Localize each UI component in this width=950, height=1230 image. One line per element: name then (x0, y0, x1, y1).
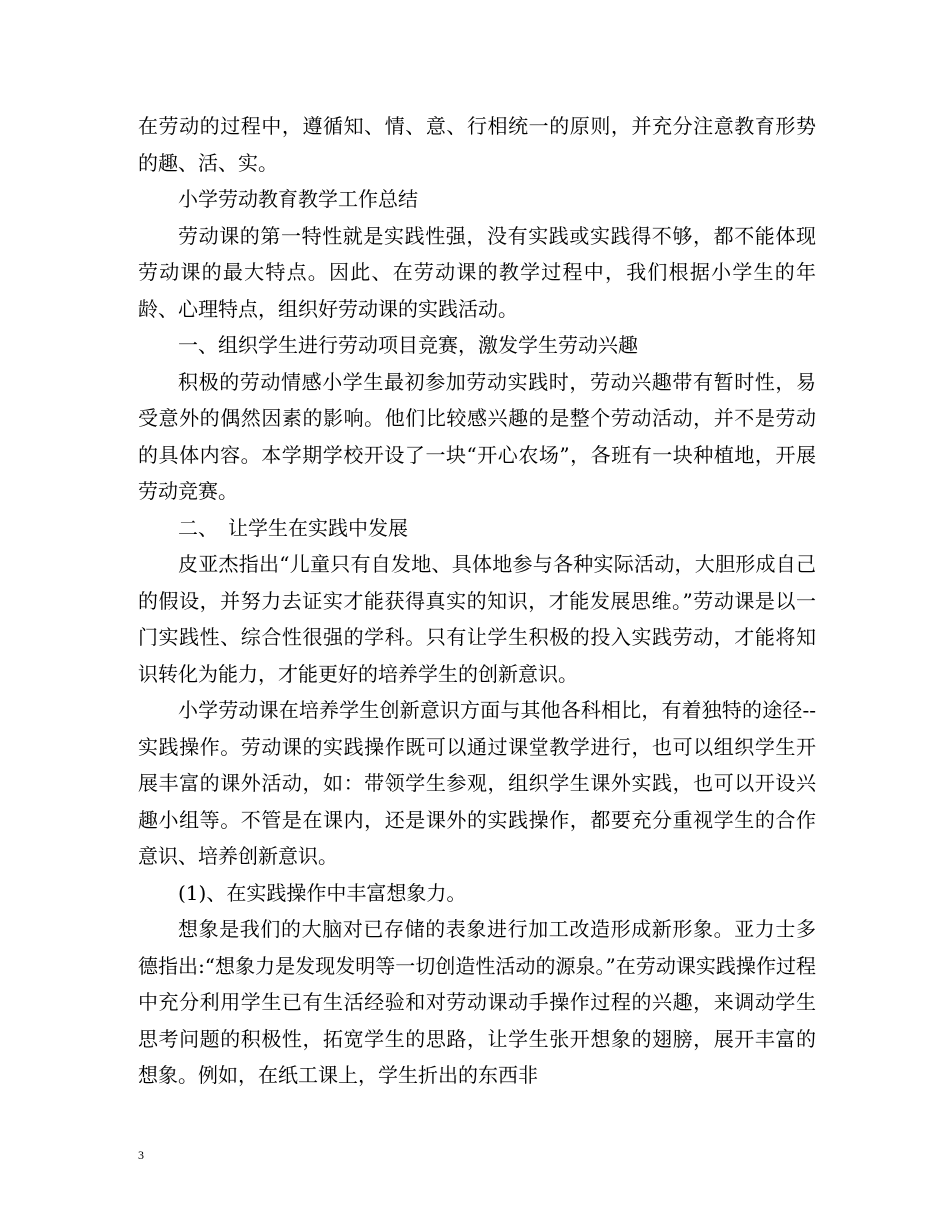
document-body (138, 108, 816, 1094)
subheading-imagination: (1)、在实践操作中丰富想象力。 (178, 880, 467, 905)
heading-one: 一、组织学生进行劳动项目竞赛，激发学生劳动兴趣 (178, 333, 638, 357)
paragraph-imagination: 想象是我们的大脑对已存储的表象进行加工改造形成新形象。亚力士多德指出:“想象力是发现发明等一切创造性活动的源泉。”在劳动课实践操作过程中充分利用学生已有生活经验和对劳动课动手操作过程的兴趣，来调动学生思考问题的积极性，拓宽学生的思路，让学生张开想象的翅膀，展开丰富的想象。例如，在纸工课上，学生折出的东西非 (138, 917, 816, 1087)
paragraph-piaget: 皮亚杰指出“儿童只有自发地、具体地参与各种实际活动，大胆形成自己的假设，并努力去证实才能获得真实的知识，才能发展思维。”劳动课是以一门实践性、综合性很强的学科。只有让学生积极的投入实践劳动，才能将知识转化为能力，才能更好的培养学生的创新意识。 (138, 552, 816, 686)
section-title: 小学劳动教育教学工作总结 (178, 187, 418, 211)
page-number: 3 (138, 1148, 144, 1162)
paragraph-labor-emotion: 积极的劳动情感小学生最初参加劳动实践时，劳动兴趣带有暂时性，易受意外的偶然因素的影响。他们比较感兴趣的是整个劳动活动，并不是劳动的具体内容。本学期学校开设了一块“开心农场”，各班有一块种植地，开展劳动竞赛。 (138, 369, 816, 503)
paragraph-practice: 劳动课的第一特性就是实践性强，没有实践或实践得不够，都不能体现劳动课的最大特点。因此、在劳动课的教学过程中，我们根据小学生的年龄、心理特点，组织好劳动课的实践活动。 (138, 223, 816, 321)
paragraph-continuation: 在劳动的过程中，遵循知、情、意、行相统一的原则，并充分注意教育形势的趣、活、实。 (138, 114, 816, 175)
heading-two: 二、 让学生在实践中发展 (178, 515, 408, 540)
paragraph-innovation: 小学劳动课在培养学生创新意识方面与其他各科相比，有着独特的途径--实践操作。劳动课的实践操作既可以通过课堂教学进行，也可以组织学生开展丰富的课外活动，如：带领学生参观，组织学生课外实践，也可以开设兴趣小组等。不管是在课内，还是课外的实践操作，都要充分重视学生的合作意识、培养创新意识。 (138, 698, 816, 868)
